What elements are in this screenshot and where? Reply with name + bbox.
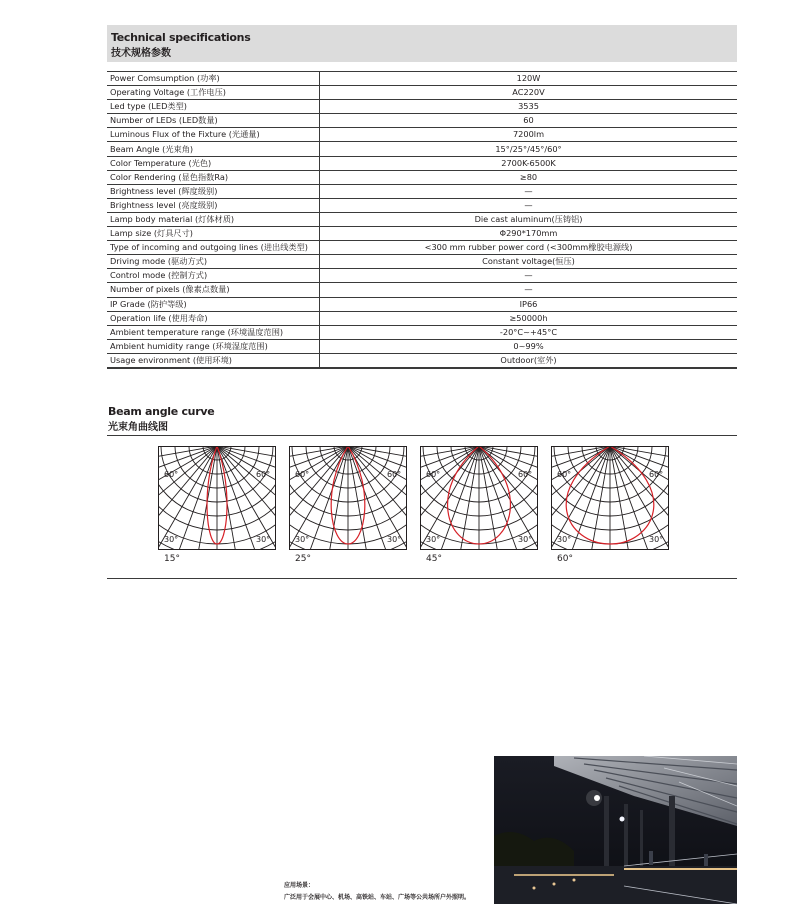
- axis-label-60-right: 60°: [649, 470, 664, 479]
- axis-label-60-right: 60°: [387, 470, 402, 479]
- spec-row: [107, 297, 737, 311]
- axis-label-30-left: 30°: [295, 535, 310, 544]
- beam-top-divider: [107, 435, 737, 436]
- spec-label: Number of pixels (像素点数量): [107, 283, 320, 297]
- spec-label: Usage environment (使用环境): [107, 353, 320, 368]
- spec-value: 0~99%: [320, 339, 738, 353]
- spec-value: IP66: [320, 297, 738, 311]
- spec-value: —: [320, 283, 738, 297]
- beam-angle-label: 25°: [295, 554, 311, 564]
- spec-label: Lamp body material (灯体材质): [107, 212, 320, 226]
- spec-value: -20°C~+45°C: [320, 325, 738, 339]
- spec-row: [107, 128, 737, 142]
- spec-label: Ambient humidity range (环境湿度范围): [107, 339, 320, 353]
- spec-value: —: [320, 198, 738, 212]
- beam-curve-diagram: [551, 446, 669, 550]
- spec-row: [107, 114, 737, 128]
- spec-row: [107, 72, 737, 86]
- spec-label: Control mode (控制方式): [107, 269, 320, 283]
- spec-row: [107, 269, 737, 283]
- axis-label-30-left: 30°: [426, 535, 441, 544]
- spec-label: Beam Angle (光束角): [107, 142, 320, 156]
- spec-row: [107, 212, 737, 226]
- spec-row: [107, 156, 737, 170]
- spec-row: [107, 339, 737, 353]
- spec-value: ≥50000h: [320, 311, 738, 325]
- axis-label-30-right: 30°: [256, 535, 271, 544]
- spec-label: Operation life (使用寿命): [107, 311, 320, 325]
- spec-label: Luminous Flux of the Fixture (光通量): [107, 128, 320, 142]
- spec-row: [107, 170, 737, 184]
- spec-label: Brightness level (亮度级别): [107, 198, 320, 212]
- application-text: 广泛用于会展中心、机场、高铁站、车站、广场等公共场所户外照明。: [284, 894, 471, 901]
- spec-row: [107, 198, 737, 212]
- axis-label-60-right: 60°: [518, 470, 533, 479]
- beam-angle-label: 60°: [557, 554, 573, 564]
- spec-row: [107, 255, 737, 269]
- spec-label: Number of LEDs (LED数量): [107, 114, 320, 128]
- spec-row: [107, 353, 737, 368]
- axis-label-30-left: 30°: [164, 535, 179, 544]
- spec-value: 7200lm: [320, 128, 738, 142]
- axis-label-30-left: 30°: [557, 535, 572, 544]
- spec-title-cn: 技术规格参数: [111, 48, 171, 59]
- spec-row: [107, 241, 737, 255]
- application-photo: [494, 756, 737, 904]
- axis-label-60-right: 60°: [256, 470, 271, 479]
- spec-value: Die cast aluminum(压铸铝): [320, 212, 738, 226]
- spec-label: Operating Voltage (工作电压): [107, 86, 320, 100]
- axis-label-60-left: 60°: [164, 470, 179, 479]
- spec-row: [107, 86, 737, 100]
- spec-table: [107, 71, 737, 369]
- spec-value: <300 mm rubber power cord (<300mm橡胶电源线): [320, 241, 738, 255]
- spec-header: [107, 25, 737, 62]
- spec-label: Led type (LED类型): [107, 100, 320, 114]
- spec-row: [107, 100, 737, 114]
- spec-value: —: [320, 269, 738, 283]
- spec-value: 60: [320, 114, 738, 128]
- spec-value: Constant voltage(恒压): [320, 255, 738, 269]
- spec-label: Brightness level (辉度级别): [107, 184, 320, 198]
- spec-label: Power Comsumption (功率): [107, 72, 320, 86]
- spec-value: ≥80: [320, 170, 738, 184]
- spec-value: 120W: [320, 72, 738, 86]
- spec-value: —: [320, 184, 738, 198]
- beam-angle-label: 15°: [164, 554, 180, 564]
- beam-curve-diagram: [158, 446, 276, 550]
- spec-label: Ambient temperature range (环境温度范围): [107, 325, 320, 339]
- spec-value: Φ290*170mm: [320, 227, 738, 241]
- spec-label: Driving mode (驱动方式): [107, 255, 320, 269]
- axis-label-30-right: 30°: [649, 535, 664, 544]
- spec-value: 2700K-6500K: [320, 156, 738, 170]
- spec-row: [107, 142, 737, 156]
- spec-value: 15°/25°/45°/60°: [320, 142, 738, 156]
- spec-row: [107, 311, 737, 325]
- beam-curve-diagram: [420, 446, 538, 550]
- beam-curve-diagram: [289, 446, 407, 550]
- axis-label-60-left: 60°: [557, 470, 572, 479]
- spec-title-en: Technical specifications: [111, 31, 251, 44]
- beam-bottom-divider: [107, 578, 737, 579]
- axis-label-30-right: 30°: [387, 535, 402, 544]
- spec-label: Type of incoming and outgoing lines (进出线类型): [107, 241, 320, 255]
- beam-title-en: Beam angle curve: [108, 405, 215, 418]
- spec-label: Color Rendering (显色指数Ra): [107, 170, 320, 184]
- spec-row: [107, 227, 737, 241]
- spec-label: Lamp size (灯具尺寸): [107, 227, 320, 241]
- spec-value: 3535: [320, 100, 738, 114]
- axis-label-30-right: 30°: [518, 535, 533, 544]
- spec-row: [107, 325, 737, 339]
- axis-label-60-left: 60°: [295, 470, 310, 479]
- spec-value: AC220V: [320, 86, 738, 100]
- spec-label: Color Temperature (光色): [107, 156, 320, 170]
- spec-row: [107, 184, 737, 198]
- spec-label: IP Grade (防护等级): [107, 297, 320, 311]
- axis-label-60-left: 60°: [426, 470, 441, 479]
- spec-row: [107, 283, 737, 297]
- spec-value: Outdoor(室外): [320, 353, 738, 368]
- application-title: 应用场景：: [284, 882, 315, 889]
- beam-angle-label: 45°: [426, 554, 442, 564]
- beam-title-cn: 光束角曲线图: [108, 422, 168, 433]
